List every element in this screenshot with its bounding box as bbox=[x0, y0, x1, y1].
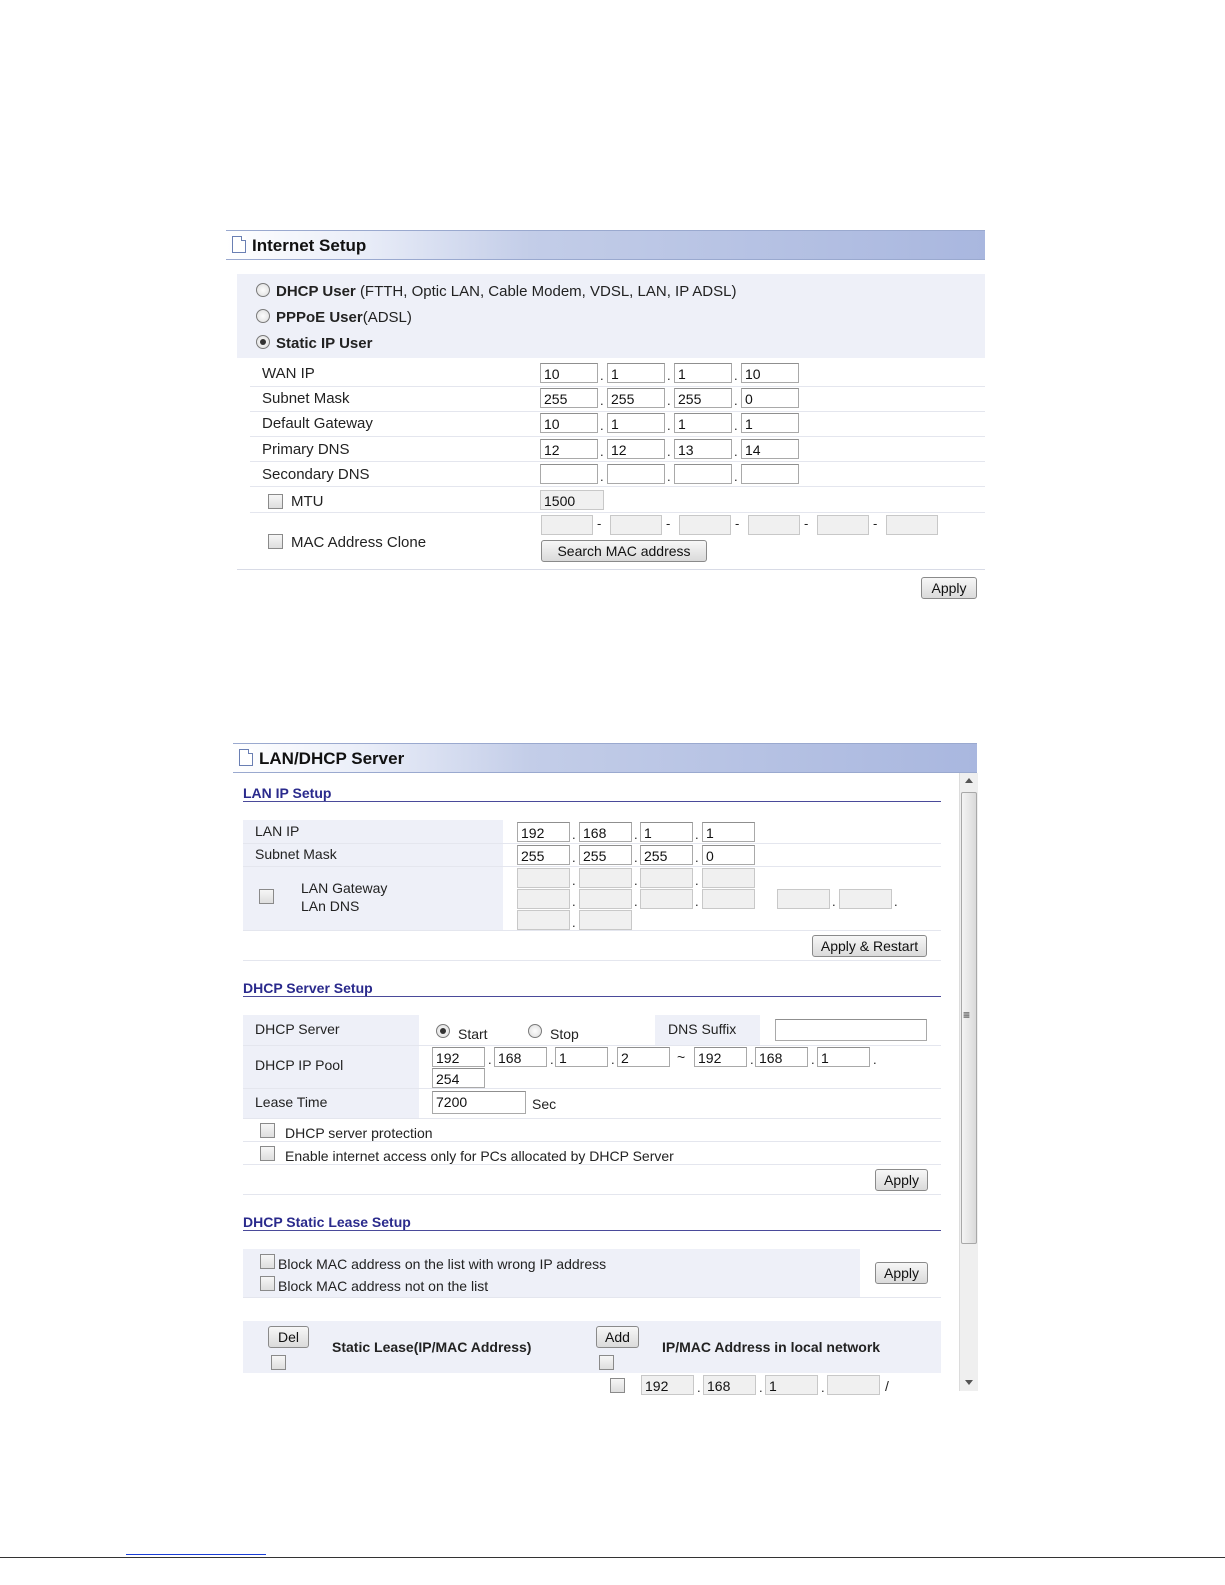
dot-separator: . bbox=[759, 1380, 763, 1395]
dot-separator: . bbox=[697, 1380, 701, 1395]
dot-separator: . bbox=[667, 469, 671, 484]
dot-separator: . bbox=[572, 827, 576, 842]
search-mac-button[interactable]: Search MAC address bbox=[541, 540, 707, 562]
static-lease-header: Static Lease(IP/MAC Address) bbox=[332, 1339, 532, 1355]
dot-separator: . bbox=[695, 850, 699, 865]
dhcp-protection-label: DHCP server protection bbox=[285, 1125, 433, 1141]
row-divider bbox=[243, 1194, 941, 1195]
lease-time-label: Lease Time bbox=[255, 1094, 328, 1110]
mac-octet-1[interactable] bbox=[541, 515, 593, 535]
pool-start-octet-1[interactable]: 192 bbox=[432, 1047, 485, 1067]
subnet-mask-octet-4[interactable]: 0 bbox=[741, 388, 799, 408]
dash-separator: - bbox=[873, 516, 878, 531]
row-divider bbox=[250, 436, 985, 437]
local-row-octet-4[interactable] bbox=[827, 1375, 880, 1395]
local-network-header: IP/MAC Address in local network bbox=[662, 1339, 881, 1355]
mtu-label: MTU bbox=[291, 493, 324, 510]
lan-dns1-octet-1[interactable] bbox=[517, 889, 570, 909]
dot-separator: . bbox=[572, 850, 576, 865]
dot-separator: . bbox=[734, 469, 738, 484]
lan-ip-setup-title: LAN IP Setup bbox=[243, 785, 332, 801]
mtu-input[interactable]: 1500 bbox=[540, 490, 604, 510]
dot-separator: . bbox=[600, 393, 604, 408]
dot-separator: . bbox=[600, 368, 604, 383]
dhcp-start-label: Start bbox=[458, 1026, 488, 1042]
row-divider bbox=[250, 386, 985, 387]
lan-gateway-octet-2[interactable] bbox=[579, 868, 632, 888]
dot-separator: . bbox=[634, 894, 638, 909]
block-wrong-ip-checkbox[interactable] bbox=[260, 1254, 275, 1269]
dot-separator: . bbox=[611, 1052, 615, 1067]
static-ip-user-label: Static IP User bbox=[276, 335, 373, 352]
mtu-checkbox[interactable] bbox=[268, 494, 283, 509]
wan-ip-label: WAN IP bbox=[262, 365, 315, 382]
secondary-dns-octet-2[interactable] bbox=[607, 464, 665, 484]
lan-ip-label: LAN IP bbox=[255, 823, 300, 839]
lan-subnet-octet-2[interactable]: 255 bbox=[579, 845, 632, 865]
dhcp-protection-checkbox[interactable] bbox=[260, 1123, 275, 1138]
dot-separator: . bbox=[734, 393, 738, 408]
dhcp-server-label: DHCP Server bbox=[255, 1021, 340, 1037]
dot-separator: . bbox=[572, 894, 576, 909]
lan-dns-label: LAn DNS bbox=[301, 898, 360, 914]
lan-dns2-octet-4[interactable] bbox=[579, 910, 632, 930]
dot-separator: . bbox=[634, 873, 638, 888]
lan-subnet-mask-label: Subnet Mask bbox=[255, 846, 337, 862]
add-button[interactable]: Add bbox=[596, 1326, 639, 1348]
dot-separator: . bbox=[695, 873, 699, 888]
dot-separator: . bbox=[734, 368, 738, 383]
local-row-octet-2[interactable]: 168 bbox=[703, 1375, 756, 1395]
dhcp-ip-pool-label: DHCP IP Pool bbox=[255, 1057, 344, 1073]
dhcp-only-access-checkbox[interactable] bbox=[260, 1146, 275, 1161]
wan-ip-octet-3[interactable]: 1 bbox=[674, 363, 732, 383]
pppoe-user-radio[interactable] bbox=[256, 309, 270, 323]
mac-octet-2[interactable] bbox=[610, 515, 662, 535]
pool-end-octet-2[interactable]: 168 bbox=[755, 1047, 808, 1067]
lan-dns1-octet-3[interactable] bbox=[640, 889, 693, 909]
block-not-list-checkbox[interactable] bbox=[260, 1276, 275, 1291]
footer-rule bbox=[0, 1557, 1225, 1558]
row-divider bbox=[243, 960, 941, 961]
dot-separator: . bbox=[634, 827, 638, 842]
dot-separator: . bbox=[667, 444, 671, 459]
lan-dns2-octet-2[interactable] bbox=[839, 889, 892, 909]
mac-octet-3[interactable] bbox=[679, 515, 731, 535]
row-divider bbox=[243, 843, 941, 844]
dns-suffix-label: DNS Suffix bbox=[668, 1021, 737, 1037]
footnote-link-rule bbox=[126, 1554, 266, 1555]
row-divider bbox=[243, 1164, 941, 1165]
wan-ip-octet-1[interactable]: 10 bbox=[540, 363, 598, 383]
pool-start-octet-2[interactable]: 168 bbox=[494, 1047, 547, 1067]
row-divider bbox=[243, 866, 941, 867]
row-divider bbox=[243, 1045, 941, 1046]
secondary-dns-octet-4[interactable] bbox=[741, 464, 799, 484]
mac-octet-5[interactable] bbox=[817, 515, 869, 535]
primary-dns-label: Primary DNS bbox=[262, 441, 350, 458]
lan-gateway-octet-3[interactable] bbox=[640, 868, 693, 888]
row-divider bbox=[243, 1088, 941, 1089]
primary-dns-octet-3[interactable]: 13 bbox=[674, 439, 732, 459]
dhcp-user-label: DHCP User (FTTH, Optic LAN, Cable Modem, VDSL, LAN, IP ADSL) bbox=[276, 283, 737, 300]
primary-dns-octet-1[interactable]: 12 bbox=[540, 439, 598, 459]
subnet-mask-octet-2[interactable]: 255 bbox=[607, 388, 665, 408]
dot-separator: . bbox=[572, 915, 576, 930]
section-rule bbox=[243, 801, 941, 802]
internet-setup-header bbox=[226, 230, 985, 260]
row-divider bbox=[243, 1297, 941, 1298]
dot-separator: . bbox=[695, 827, 699, 842]
lan-dns1-octet-4[interactable] bbox=[702, 889, 755, 909]
lan-dhcp-header bbox=[233, 743, 977, 773]
pppoe-user-label: PPPoE User(ADSL) bbox=[276, 309, 412, 326]
row-divider bbox=[243, 1118, 941, 1119]
row-divider bbox=[250, 486, 985, 487]
mac-clone-checkbox[interactable] bbox=[268, 534, 283, 549]
scroll-grip-icon: ≡ bbox=[963, 1008, 971, 1022]
pool-end-octet-4[interactable]: 254 bbox=[432, 1068, 485, 1088]
default-gateway-label: Default Gateway bbox=[262, 415, 373, 432]
section-rule bbox=[243, 1230, 941, 1231]
pool-start-octet-3[interactable]: 1 bbox=[555, 1047, 608, 1067]
wan-ip-octet-4[interactable]: 10 bbox=[741, 363, 799, 383]
block-wrong-ip-label: Block MAC address on the list with wrong IP address bbox=[278, 1256, 607, 1272]
dhcp-apply-button[interactable]: Apply bbox=[875, 1169, 928, 1191]
dhcp-start-radio[interactable] bbox=[436, 1024, 450, 1038]
local-row-checkbox[interactable] bbox=[610, 1378, 625, 1393]
dot-separator: . bbox=[734, 444, 738, 459]
dot-separator: . bbox=[667, 418, 671, 433]
section-rule bbox=[243, 996, 941, 997]
default-gateway-octet-1[interactable]: 10 bbox=[540, 413, 598, 433]
pool-start-octet-4[interactable]: 2 bbox=[617, 1047, 670, 1067]
static-lease-apply-button[interactable]: Apply bbox=[875, 1262, 928, 1284]
secondary-dns-octet-3[interactable] bbox=[674, 464, 732, 484]
document-icon bbox=[239, 749, 253, 766]
dhcp-stop-radio[interactable] bbox=[528, 1024, 542, 1038]
default-gateway-octet-2[interactable]: 1 bbox=[607, 413, 665, 433]
subnet-mask-octet-3[interactable]: 255 bbox=[674, 388, 732, 408]
lan-dns1-octet-2[interactable] bbox=[579, 889, 632, 909]
dot-separator: . bbox=[600, 469, 604, 484]
primary-dns-octet-2[interactable]: 12 bbox=[607, 439, 665, 459]
lease-time-input[interactable]: 7200 bbox=[432, 1091, 526, 1114]
dot-separator: . bbox=[667, 393, 671, 408]
subnet-mask-octet-1[interactable]: 255 bbox=[540, 388, 598, 408]
lan-subnet-octet-3[interactable]: 255 bbox=[640, 845, 693, 865]
lan-subnet-octet-4[interactable]: 0 bbox=[702, 845, 755, 865]
lan-gateway-dns-checkbox[interactable] bbox=[259, 889, 274, 904]
lan-ip-octet-4[interactable]: 1 bbox=[702, 822, 755, 842]
lan-ip-octet-3[interactable]: 1 bbox=[640, 822, 693, 842]
mac-clone-label: MAC Address Clone bbox=[291, 534, 427, 551]
dot-separator: . bbox=[821, 1380, 825, 1395]
lan-gateway-octet-4[interactable] bbox=[702, 868, 755, 888]
default-gateway-octet-4[interactable]: 1 bbox=[741, 413, 799, 433]
dot-separator: . bbox=[873, 1052, 877, 1067]
lan-subnet-octet-1[interactable]: 255 bbox=[517, 845, 570, 865]
dhcp-only-access-label: Enable internet access only for PCs allocated by DHCP Server bbox=[285, 1148, 674, 1164]
lan-gateway-octet-1[interactable] bbox=[517, 868, 570, 888]
mac-octet-4[interactable] bbox=[748, 515, 800, 535]
pool-end-octet-3[interactable]: 1 bbox=[817, 1047, 870, 1067]
local-row-octet-1[interactable]: 192 bbox=[641, 1375, 694, 1395]
dot-separator: . bbox=[634, 850, 638, 865]
secondary-dns-octet-1[interactable] bbox=[540, 464, 598, 484]
wan-ip-octet-2[interactable]: 1 bbox=[607, 363, 665, 383]
primary-dns-octet-4[interactable]: 14 bbox=[741, 439, 799, 459]
dot-separator: . bbox=[695, 894, 699, 909]
static-ip-user-radio[interactable] bbox=[256, 335, 270, 349]
apply-restart-button[interactable]: Apply & Restart bbox=[812, 935, 927, 957]
scroll-down-arrow[interactable] bbox=[965, 1380, 973, 1385]
row-divider bbox=[250, 512, 985, 513]
lan-gateway-label: LAN Gateway bbox=[301, 880, 388, 896]
del-select-all-checkbox[interactable] bbox=[271, 1355, 286, 1370]
lan-dns2-octet-1[interactable] bbox=[777, 889, 830, 909]
pool-end-octet-1[interactable]: 192 bbox=[694, 1047, 747, 1067]
lan-dns2-octet-3[interactable] bbox=[517, 910, 570, 930]
row-divider bbox=[243, 930, 941, 931]
dot-separator: . bbox=[832, 894, 836, 909]
dash-separator: - bbox=[666, 516, 671, 531]
dot-separator: . bbox=[572, 873, 576, 888]
dns-suffix-input[interactable] bbox=[775, 1019, 927, 1041]
static-lease-setup-title: DHCP Static Lease Setup bbox=[243, 1214, 411, 1230]
pool-range-separator: ~ bbox=[677, 1049, 686, 1065]
scroll-up-arrow[interactable] bbox=[965, 778, 973, 783]
dot-separator: . bbox=[894, 894, 898, 909]
row-divider bbox=[250, 411, 985, 412]
row-divider bbox=[243, 1141, 941, 1142]
internet-apply-button[interactable]: Apply bbox=[921, 577, 977, 599]
lan-dhcp-title: LAN/DHCP Server bbox=[259, 749, 405, 768]
slash-separator: / bbox=[885, 1378, 889, 1394]
block-not-list-label: Block MAC address not on the list bbox=[278, 1278, 489, 1294]
dot-separator: . bbox=[600, 418, 604, 433]
secondary-dns-label: Secondary DNS bbox=[262, 466, 370, 483]
internet-setup-title: Internet Setup bbox=[252, 236, 367, 255]
dot-separator: . bbox=[488, 1052, 492, 1067]
dhcp-user-radio[interactable] bbox=[256, 283, 270, 297]
dot-separator: . bbox=[550, 1052, 554, 1067]
row-divider bbox=[237, 569, 985, 570]
dash-separator: - bbox=[804, 516, 809, 531]
lease-time-unit: Sec bbox=[532, 1096, 557, 1112]
lan-ip-octet-1[interactable]: 192 bbox=[517, 822, 570, 842]
dot-separator: . bbox=[750, 1052, 754, 1067]
document-icon bbox=[232, 236, 246, 253]
add-select-all-checkbox[interactable] bbox=[599, 1355, 614, 1370]
dot-separator: . bbox=[734, 418, 738, 433]
row-divider bbox=[250, 461, 985, 462]
dash-separator: - bbox=[735, 516, 740, 531]
dot-separator: . bbox=[811, 1052, 815, 1067]
subnet-mask-label: Subnet Mask bbox=[262, 390, 350, 407]
default-gateway-octet-3[interactable]: 1 bbox=[674, 413, 732, 433]
dash-separator: - bbox=[597, 516, 602, 531]
del-button[interactable]: Del bbox=[268, 1326, 309, 1348]
lan-ip-octet-2[interactable]: 168 bbox=[579, 822, 632, 842]
dhcp-stop-label: Stop bbox=[550, 1026, 579, 1042]
dot-separator: . bbox=[600, 444, 604, 459]
dot-separator: . bbox=[667, 368, 671, 383]
local-row-octet-3[interactable]: 1 bbox=[765, 1375, 818, 1395]
vertical-scrollbar[interactable] bbox=[959, 773, 978, 1391]
mac-octet-6[interactable] bbox=[886, 515, 938, 535]
dhcp-server-setup-title: DHCP Server Setup bbox=[243, 980, 373, 996]
